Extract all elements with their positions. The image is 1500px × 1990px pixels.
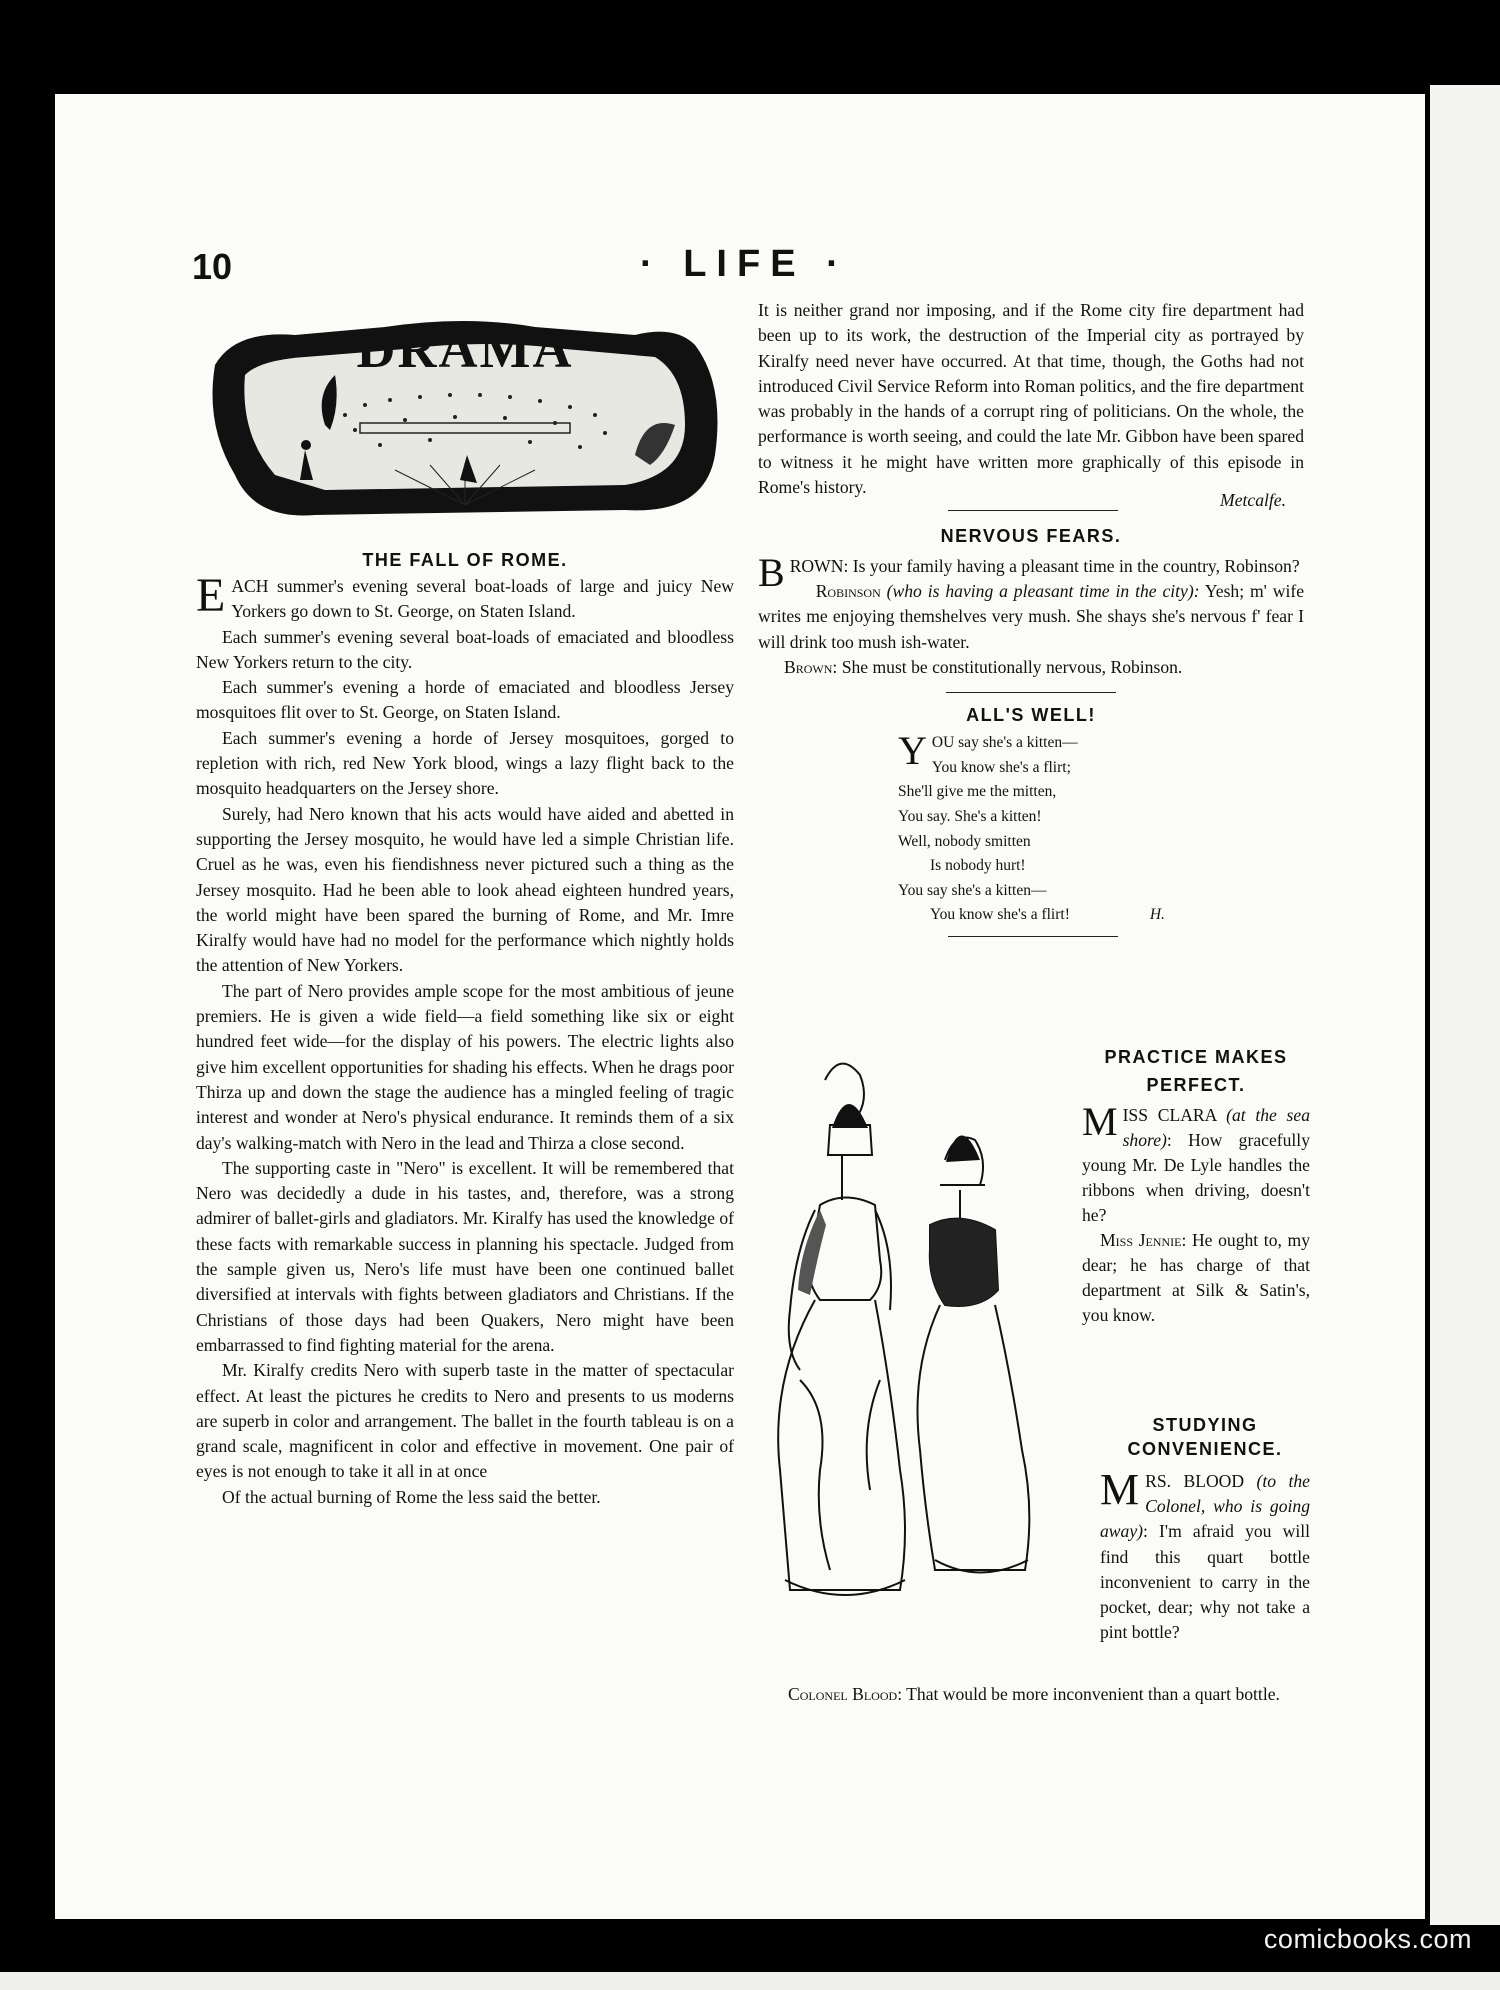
- divider-rule: [948, 936, 1118, 937]
- practice-heading-line1: PRACTICE MAKES: [1104, 1047, 1288, 1067]
- drop-cap: B: [758, 549, 785, 595]
- two-ladies-illustration: [760, 1050, 1060, 1650]
- poem-line: Well, nobody smitten: [898, 832, 1031, 850]
- article-paragraph: EACH summer's evening several boat-loads of large and juicy New Yorkers go down to St. George, on Staten Island.: [196, 569, 734, 622]
- poem-line: You say. She's a kitten!: [898, 807, 1042, 825]
- poem-line: YOU say she's a kitten—: [898, 728, 1078, 774]
- dialogue-line: MISS CLARA (at the sea shore): How gracefully young Mr. De Lyle handles the ribbons when driving, doesn't he?: [1082, 1099, 1310, 1225]
- poem-line: She'll give me the mitten,: [898, 783, 1057, 801]
- drama-banner-illustration: [205, 305, 725, 527]
- poem-line: You know she's a flirt! H.: [930, 906, 1165, 924]
- colonel-blood-line: Colonel Blood: That would be more inconvenient than a quart bottle.: [788, 1684, 1280, 1704]
- dialogue-line: Miss Jennie: He ought to, my dear; he has charge of that department at Silk & Satin's, you know.: [1082, 1230, 1310, 1325]
- article-paragraph: Of the actual burning of Rome the less said the better.: [222, 1486, 601, 1507]
- article-paragraph: Surely, had Nero known that his acts would have aided and abetted in supporting the Jersey mosquito, he would have led a simple Christian life. Cruel as he was, even his fiendishness never pictured such a thing as the Jersey mosquito. Had he been able to look ahead eighteen hundred years, the world might have been spared the burning of Rome, and Mr. Imre Kiralfy would have had no model for the performance which nightly holds the attention of New Yorkers.: [196, 803, 734, 976]
- divider-rule: [946, 692, 1116, 693]
- drama-banner-title: DRAMA: [356, 319, 574, 379]
- poem-line: You say she's a kitten—: [898, 881, 1047, 899]
- dialogue-line: MRS. BLOOD (to the Colonel, who is going away): I'm afraid you will find this quart bottle inconvenient to carry in the pocket, dear; why not take a pint bottle?: [1100, 1465, 1310, 1643]
- fall-of-rome-heading: THE FALL OF ROME.: [362, 550, 568, 570]
- next-page-edge: [0, 1972, 1500, 1990]
- poem: [898, 728, 1304, 928]
- article-paragraph: It is neither grand nor imposing, and if the Rome city fire department had been up to its work, the destruction of the Imperial city as portrayed by Kiralfy need never have occurred. At that time, though, the Goths had not introduced Civil Service Reform into Roman politics, and the fire department was probably in the hands of a corrupt ring of politicians. On the whole, the performance is worth seeing, and could the late Mr. Gibbon have been spared to witness it he might have written more graphically of this episode in Rome's history.: [758, 300, 1304, 498]
- right-column: [758, 298, 1304, 937]
- dialogue-line: BROWN: Is your family having a pleasant time in the country, Robinson?: [758, 549, 1300, 595]
- dialogue-line: Brown: She must be constitutionally nervous, Robinson.: [784, 656, 1183, 677]
- article-paragraph: The part of Nero provides ample scope for the most ambitious of jeune premiers. He is given a wide field—a field something like six or eight hundred feet wide—for the display of his powers. The electric lights also give him excellent opportunities for shading his effects. When he drags poor Thirza up and down the stage the audience has a mingled feeling of tragic interest and wonder at Nero's physical endurance. It reminds them of a six day's walking-match with Nero in the lead and Thirza a close second.: [196, 980, 734, 1153]
- drop-cap: M: [1100, 1465, 1140, 1514]
- article-paragraph: Mr. Kiralfy credits Nero with superb taste in the matter of spectacular effect. At least the pictures he credits to Nero and presents to us moderns are superb in color and arrangement. The ballet in the fourth tableau is on a grand scale, magnificent in color and effective in movement. One pair of eyes is not enough to take it all in at once: [196, 1360, 734, 1482]
- studying-heading-line1: STUDYING: [1152, 1415, 1258, 1435]
- studying-convenience: [1100, 1413, 1310, 1645]
- article-paragraph: Each summer's evening a horde of emaciated and bloodless Jersey mosquitoes flit over to St. George, on Staten Island.: [196, 677, 734, 723]
- drop-cap: E: [196, 569, 226, 622]
- signature: Metcalfe.: [1220, 490, 1286, 511]
- practice-heading-line2: PERFECT.: [1146, 1075, 1246, 1095]
- fall-of-rome-article: [196, 548, 734, 1510]
- masthead-title: · LIFE ·: [640, 243, 849, 285]
- adjacent-page-edge: [1430, 85, 1500, 1925]
- dialogue-line: Robinson (who is having a pleasant time in the city): Yesh; m' wife writes me enjoying themshelves very mush. She shays she's nervous f' fear I will drink too mush ish-water.: [758, 580, 1305, 652]
- watermark: comicbooks.com: [1263, 1924, 1472, 1954]
- drop-cap: M: [1082, 1099, 1118, 1144]
- page-number: 10: [192, 246, 233, 287]
- nervous-fears-heading: NERVOUS FEARS.: [940, 525, 1122, 546]
- divider-rule: [948, 510, 1118, 511]
- drop-cap: Y: [898, 728, 927, 774]
- poem-line: You know she's a flirt;: [931, 758, 1071, 776]
- article-paragraph: The supporting caste in "Nero" is excellent. It will be remembered that Nero was decidedly a dude in his tastes, and, therefore, was a strong admirer of ballet-girls and gladiators. Mr. Kiralfy has used the knowledge of these facts with remarkable success in planning his spectacle. Judged from the sample given us, Nero's life must have been one continued ballet diversified at intervals with fights between gladiators and Christians. If the Christians of those days had been Quakers, Nero might have been embarrassed to find fighting material for the arena.: [196, 1157, 734, 1355]
- signature: H.: [1149, 906, 1165, 924]
- studying-heading-line2: CONVENIENCE.: [1127, 1439, 1283, 1459]
- alls-well-heading: ALL'S WELL!: [966, 705, 1096, 726]
- article-paragraph: Each summer's evening several boat-loads of emaciated and bloodless New Yorkers return to the city.: [196, 626, 734, 672]
- practice-makes-perfect: [1082, 1045, 1310, 1328]
- article-paragraph: Each summer's evening a horde of Jersey mosquitoes, gorged to repletion with rich, red New York blood, wings a lazy flight back to the mosquito headquarters on the Jersey shore.: [196, 727, 734, 799]
- poem-line: Is nobody hurt!: [930, 857, 1026, 875]
